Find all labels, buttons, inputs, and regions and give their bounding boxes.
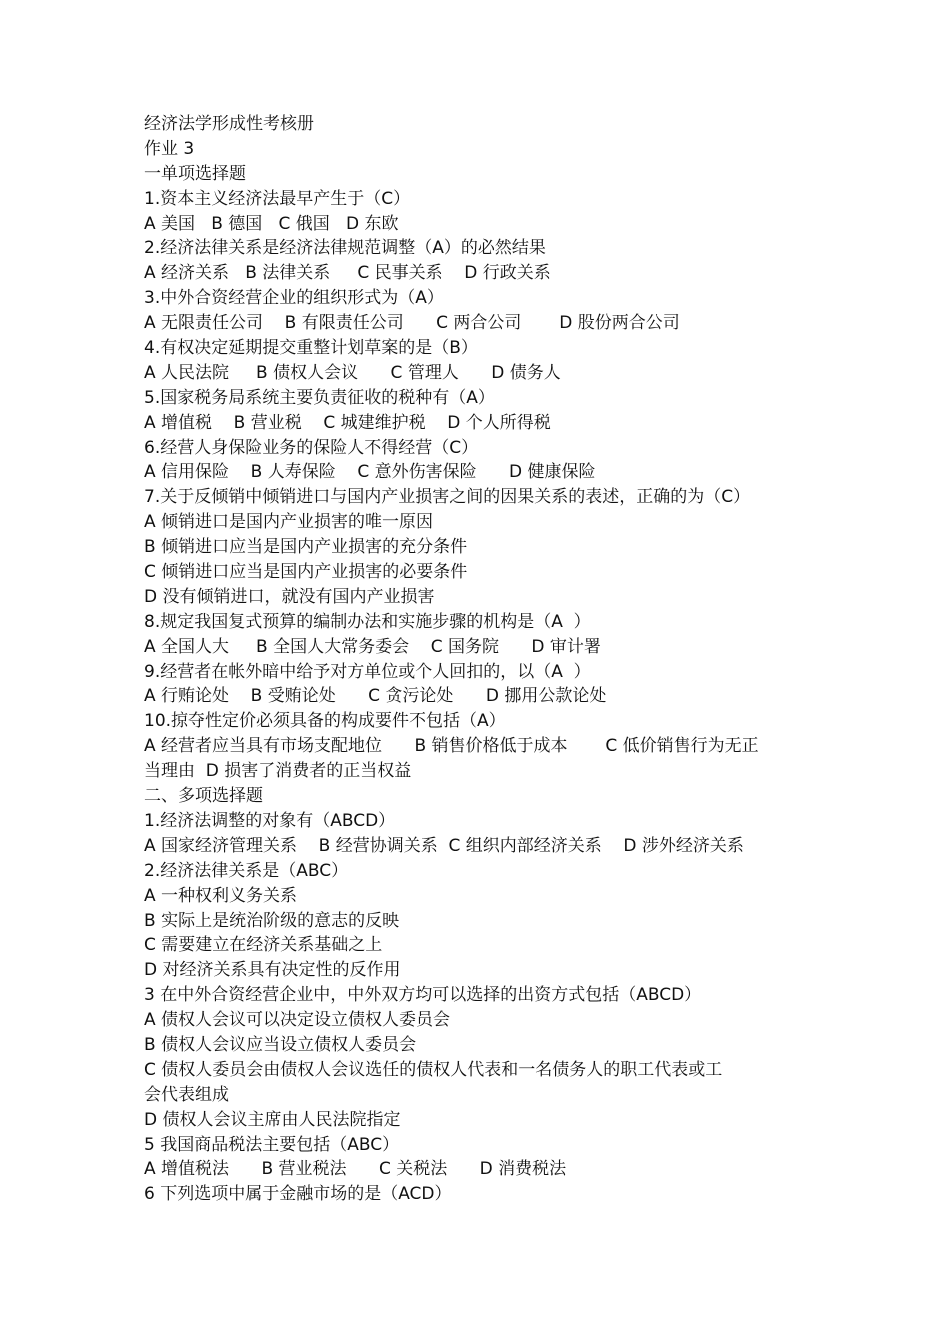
answer-options: A 经济关系 B 法律关系 C 民事关系 D 行政关系 (144, 263, 551, 284)
section-heading: 二、多项选择题 (144, 786, 263, 807)
answer-options: A 无限责任公司 B 有限责任公司 C 两合公司 D 股份两合公司 (144, 313, 680, 334)
answer-option: C 倾销进口应当是国内产业损害的必要条件 (144, 562, 468, 583)
question-text: 5.国家税务局系统主要负责征收的税种有（A） (144, 387, 495, 408)
question-text: 3.中外合资经营企业的组织形式为（A） (144, 288, 444, 309)
answer-option: B 债权人会议应当设立债权人委员会 (144, 1034, 417, 1055)
question-text: 2.经济法律关系是经济法律规范调整（A）的必然结果 (144, 238, 546, 259)
assignment-label: 作业 3 (144, 138, 195, 159)
question-text: 2.经济法律关系是（ABC） (144, 860, 349, 881)
answer-options: A 人民法院 B 债权人会议 C 管理人 D 债务人 (144, 362, 561, 383)
section-heading: 一单项选择题 (144, 163, 246, 184)
question-text: 5 我国商品税法主要包括（ABC） (144, 1134, 400, 1155)
answer-option: D 没有倾销进口，就没有国内产业损害 (144, 586, 435, 607)
answer-options: A 增值税法 B 营业税法 C 关税法 D 消费税法 (144, 1159, 567, 1180)
question-text: 10.掠夺性定价必须具备的构成要件不包括（A） (144, 711, 506, 732)
document-body (144, 112, 824, 1207)
question-text: 1.资本主义经济法最早产生于（C） (144, 188, 411, 209)
answer-option: D 对经济关系具有决定性的反作用 (144, 960, 401, 981)
document-title: 经济法学形成性考核册 (144, 114, 314, 134)
answer-options: A 全国人大 B 全国人大常务委会 C 国务院 D 审计署 (144, 636, 601, 657)
answer-option: A 债权人会议可以决定设立债权人委员会 (144, 1010, 451, 1031)
question-text: 7.关于反倾销中倾销进口与国内产业损害之间的因果关系的表述，正确的为（C） (144, 487, 751, 508)
answer-option: D 债权人会议主席由人民法院指定 (144, 1109, 401, 1130)
question-text: 4.有权决定延期提交重整计划草案的是（B） (144, 338, 478, 359)
question-text: 9.经营者在帐外暗中给予对方单位或个人回扣的，以（A ） (144, 661, 591, 682)
answer-option: B 实际上是统治阶级的意志的反映 (144, 910, 400, 931)
question-text: 6.经营人身保险业务的保险人不得经营（C） (144, 437, 479, 458)
answer-options: A 美国 B 德国 C 俄国 D 东欧 (144, 213, 399, 234)
answer-option: C 债权人委员会由债权人会议选任的债权人代表和一名债务人的职工代表或工 (144, 1059, 723, 1080)
answer-option-continued: 会代表组成 (144, 1084, 229, 1105)
answer-options: A 经营者应当具有市场支配地位 B 销售价格低于成本 C 低价销售行为无正 (144, 736, 759, 757)
answer-options: A 增值税 B 营业税 C 城建维护税 D 个人所得税 (144, 412, 551, 433)
answer-options: A 国家经济管理关系 B 经营协调关系 C 组织内部经济关系 D 涉外经济关系 (144, 835, 744, 856)
question-text: 8.规定我国复式预算的编制办法和实施步骤的机构是（A ） (144, 611, 591, 632)
question-text: 1.经济法调整的对象有（ABCD） (144, 810, 396, 831)
answer-option: A 倾销进口是国内产业损害的唯一原因 (144, 512, 434, 533)
question-text: 3 在中外合资经营企业中，中外双方均可以选择的出资方式包括（ABCD） (144, 985, 702, 1006)
question-text: 6 下列选项中属于金融市场的是（ACD） (144, 1184, 452, 1205)
answer-options: A 行贿论处 B 受贿论处 C 贪污论处 D 挪用公款论处 (144, 686, 607, 707)
answer-options: A 信用保险 B 人寿保险 C 意外伤害保险 D 健康保险 (144, 462, 596, 483)
answer-option: C 需要建立在经济关系基础之上 (144, 935, 383, 956)
answer-option: B 倾销进口应当是国内产业损害的充分条件 (144, 537, 468, 558)
answer-options-continued: 当理由 D 损害了消费者的正当权益 (144, 761, 412, 782)
answer-option: A 一种权利义务关系 (144, 885, 298, 906)
